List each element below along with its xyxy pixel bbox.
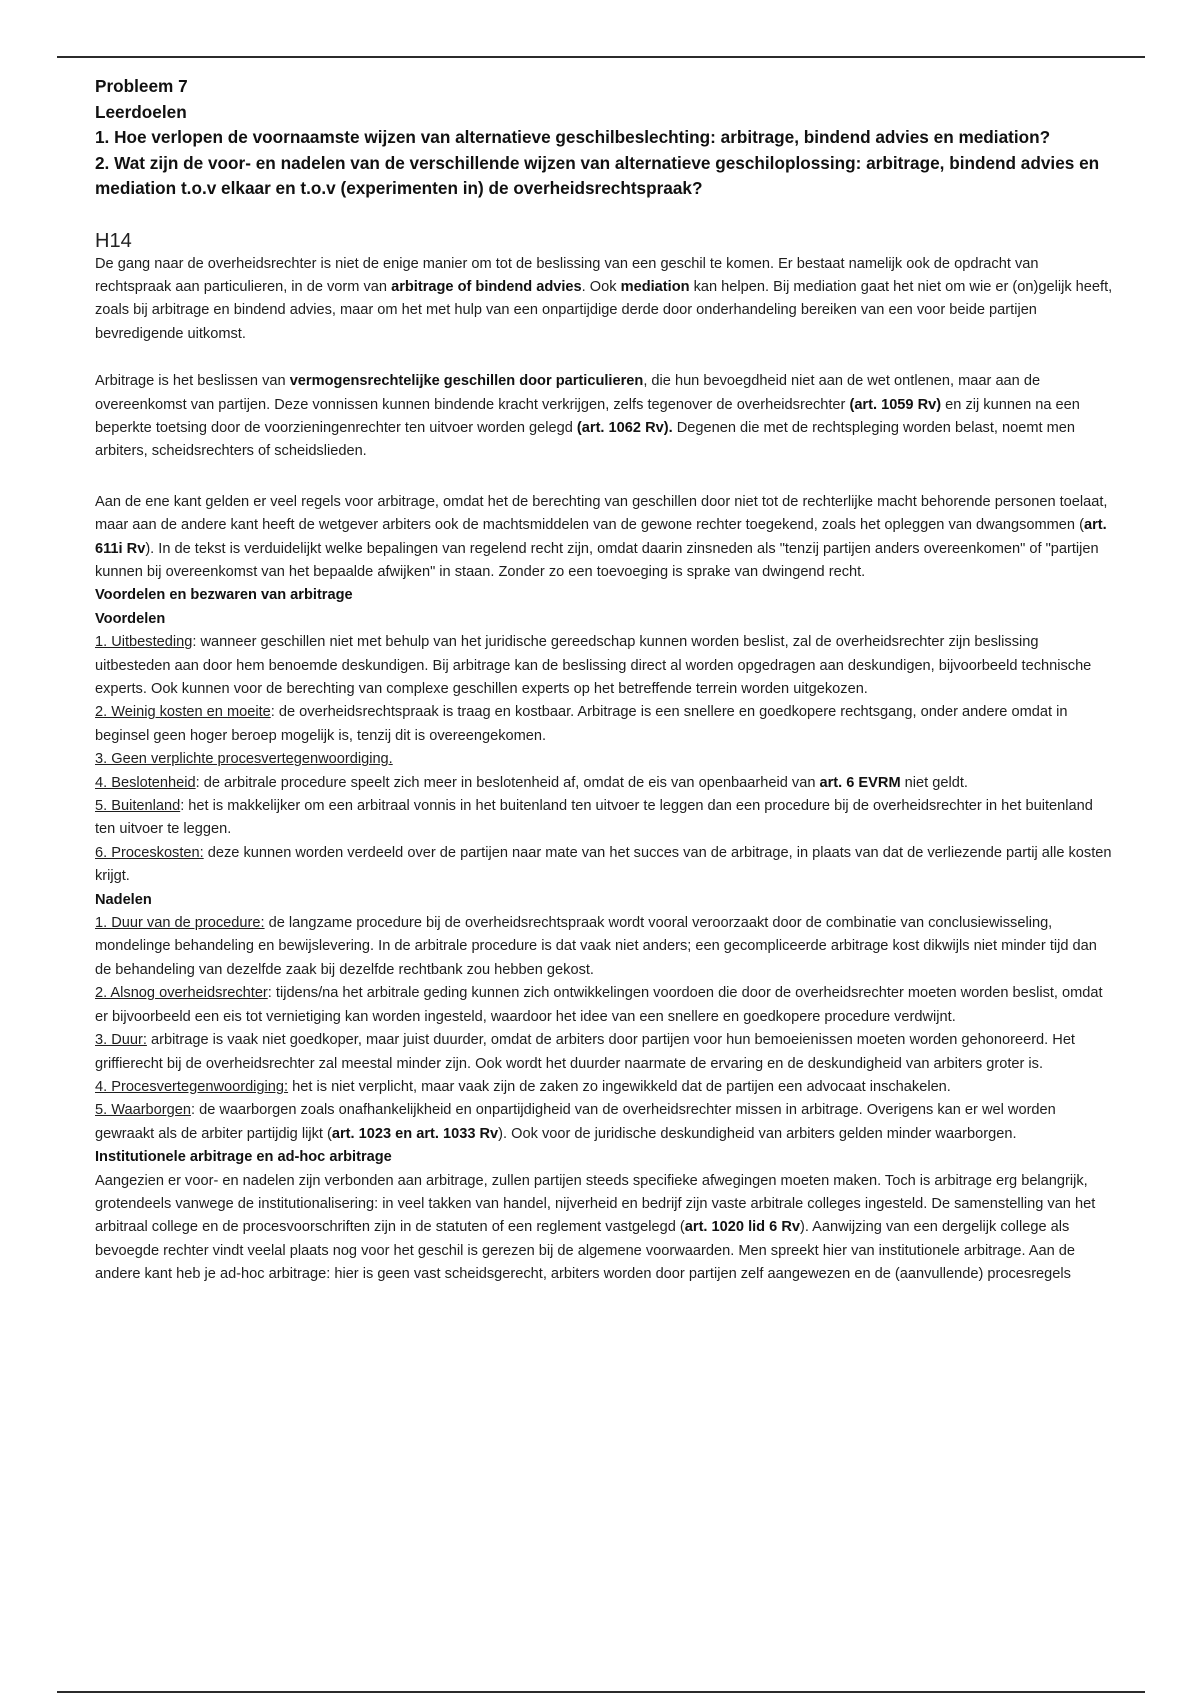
intro-paragraph: De gang naar de overheidsrechter is niet de enige manier om tot de beslissing van een geschil te komen. Er bestaat namelijk ook de opdracht van rechtspraak aan particulieren, in de vorm van arbitrage of bindend advies. Ook mediation kan helpen. Bij mediation gaat het niet om wie er (on)gelijk heeft, zoals bij arbitrage en bindend advies, maar om het met hulp van een onpartijdige derde door onderhandeling bereiken van een voor beide partijen bevredigende uitkomst.	[95, 255, 1113, 342]
institutional-arbitration-heading: Institutionele arbitrage en ad-hoc arbitrage	[95, 1149, 392, 1166]
disadvantage-item: 5. Waarborgen: de waarborgen zoals onafhankelijkheid en onpartijdigheid van de overheidsrechter missen in arbitrage. Overigens kan er wel worden gewraakt als de arbiter partijdig lijkt (art. 1023 en art. 1033 Rv). Ook voor de juridische deskundigheid van arbiters gelden minder waarborgen.	[95, 1102, 1056, 1142]
disadvantage-item: 3. Duur: arbitrage is vaak niet goedkoper, maar juist duurder, omdat de arbiters door partijen voor hun bemoeienissen moeten worden gehonoreerd. Het griffierecht bij de overheidsrechter zal meestal minder zijn. Ook wordt het duurder naarmate de ervaring en de deskundigheid van arbiters groter is.	[95, 1032, 1075, 1072]
advantage-item: 4. Beslotenheid: de arbitrale procedure speelt zich meer in beslotenheid af, omdat de eis van openbaarheid van art. 6 EVRM niet geldt.	[95, 774, 968, 791]
chapter-heading: H14	[95, 229, 132, 252]
advantage-item: 2. Weinig kosten en moeite: de overheidsrechtspraak is traag en kostbaar. Arbitrage is een snellere en goedkopere rechtsgang, onder andere omdat in beginsel geen hoger beroep mogelijk is, tenzij dit is overeengekomen.	[95, 704, 1068, 744]
learning-goal-1: 1. Hoe verlopen de voornaamste wijzen van alternatieve geschilbeslechting: arbitrage, bindend advies en mediation?	[95, 127, 1051, 147]
problem-title: Probleem 7	[95, 76, 188, 96]
advantage-item: 5. Buitenland: het is makkelijker om een arbitraal vonnis in het buitenland ten uitvoer te leggen dan een procedure bij de overheidsrechter in het buitenland ten uitvoer te leggen.	[95, 798, 1093, 838]
advantages-disadvantages-heading: Voordelen en bezwaren van arbitrage	[95, 587, 353, 604]
bottom-rule	[57, 1691, 1145, 1693]
advantage-item: 3. Geen verplichte procesvertegenwoordiging.	[95, 751, 393, 768]
disadvantage-item: 1. Duur van de procedure: de langzame procedure bij de overheidsrechtspraak wordt vooral veroorzaakt door de combinatie van conclusiewisseling, mondelinge behandeling en bewijslevering. In de arbitrale procedure is dat vaak niet anders; een gecompliceerde arbitrage kost dikwijls niet minder tijd dan de behandeling van dezelfde zaak bij dezelfde rechtbank zou hebben gekost.	[95, 915, 1097, 978]
disadvantage-item: 2. Alsnog overheidsrechter: tijdens/na het arbitrale geding kunnen zich ontwikkelingen voordoen die door de overheidsrechter moeten worden beslist, omdat er bijvoorbeeld een eis tot vernietiging kan worden ingesteld, waardoor het idee van een snellere en goedkopere procedure verdwijnt.	[95, 985, 1103, 1025]
advantage-item: 1. Uitbesteding: wanneer geschillen niet met behulp van het juridische gereedschap kunnen worden beslist, zal de overheidsrechter zijn beslissing uitbesteden aan door hem benoemde deskundigen. Bij arbitrage kan de beslissing direct al worden opgedragen aan deskundigen, bijvoorbeeld technische experts. Ook kunnen voor de berechting van complexe geschillen experts op het betreffende terrein worden uitgekozen.	[95, 634, 1092, 697]
learning-goals-heading: Leerdoelen	[95, 101, 187, 122]
advantages-heading: Voordelen	[95, 610, 166, 627]
disadvantage-item: 4. Procesvertegenwoordiging: het is niet verplicht, maar vaak zijn de zaken zo ingewikkeld dat de partijen een advocaat inschakelen.	[95, 1078, 951, 1095]
rules-paragraph: Aan de ene kant gelden er veel regels voor arbitrage, omdat het de berechting van geschillen door niet tot de rechterlijke macht behorende personen toelaat, maar aan de andere kant heeft de wetgever arbiters ook de machtsmiddelen van de gewone rechter toegekend, zoals het opleggen van dwangsommen (art. 611i Rv). In de tekst is verduidelijkt welke bepalingen van regelend recht zijn, omdat daarin zinsneden als "tenzij partijen anders overeenkomen" of "partijen kunnen bij overeenkomst van het bepaalde afwijken" in staan. Zonder zo een toevoeging is sprake van dwingend recht.	[95, 493, 1108, 580]
arbitrage-definition-paragraph: Arbitrage is het beslissen van vermogensrechtelijke geschillen door particulieren, die hun bevoegdheid niet aan de wet ontlenen, maar aan de overeenkomst van partijen. Deze vonnissen kunnen bindende kracht verkrijgen, zelfs tegenover de overheidsrechter (art. 1059 Rv) en zij kunnen na een beperkte toetsing door de voorzieningenrechter ten uitvoer worden gelegd (art. 1062 Rv). Degenen die met de rechtspleging worden belast, noemt men arbiters, scheidsrechters of scheidslieden.	[95, 373, 1080, 460]
advantage-item: 6. Proceskosten: deze kunnen worden verdeeld over de partijen naar mate van het succes van de arbitrage, in plaats van dat de verliezende partij alle kosten krijgt.	[95, 844, 1112, 885]
disadvantages-heading: Nadelen	[95, 891, 152, 908]
institutional-arbitration-paragraph: Aangezien er voor- en nadelen zijn verbonden aan arbitrage, zullen partijen steeds specifieke afwegingen moeten maken. Toch is arbitrage erg belangrijk, grotendeels vanwege de institutionalisering: in veel takken van handel, nijverheid en bedrijf zijn vaste arbitrale colleges ingesteld. De samenstelling van het arbitraal college en de procesvoorschriften zijn in de statuten of een reglement vastgelegd (art. 1020 lid 6 Rv). Aanwijzing van een dergelijk college als bevoegde rechter vindt veelal plaats nog voor het geschil is gerezen bij de algemene voorwaarden. Men spreekt hier van institutionele arbitrage. Aan de andere kant heb je ad-hoc arbitrage: hier is geen vast scheidsgerecht, arbiters worden door partijen zelf aangewezen en de (aanvullende) procesregels	[95, 1172, 1096, 1283]
learning-goal-2: 2. Wat zijn de voor- en nadelen van de verschillende wijzen van alternatieve geschiloplossing: arbitrage, bindend advies en mediation t.o.v elkaar en t.o.v (experimenten in) de overheidsrechtspraak?	[95, 152, 1100, 198]
document-body	[95, 74, 1115, 1287]
top-rule	[57, 56, 1145, 58]
